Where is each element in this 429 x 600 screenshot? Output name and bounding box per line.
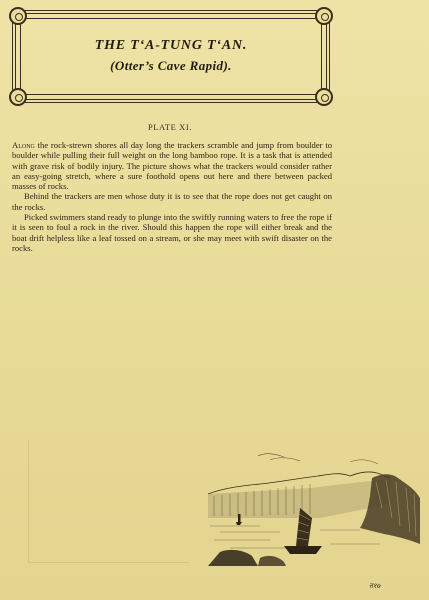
page-title [12,37,330,75]
title-frame [12,10,330,103]
plate-label: PLATE XI. [147,122,193,132]
paragraph [12,140,332,191]
corner-ornament-icon [9,7,27,25]
title-subtitle: (Otter’s Cave Rapid). [110,58,232,73]
paragraph: Picked swimmers stand ready to plunge into the swiftly running waters to free the rope if it is seen to foul a rock in the river. Should this happen the rope will either break and the boat drift helpless like a leaf tossed on a stream, or she may meet with swift disaster on the rocks. [12,212,332,253]
corner-ornament-icon [315,7,333,25]
corner-ornament-icon [9,88,27,106]
title-main: THE T‘A-TUNG T‘AN. [94,38,248,53]
paragraph-lead: Along [12,140,35,150]
paragraph: Behind the trackers are men whose duty it is to see that the rope does not get caught on the rocks. [12,191,332,212]
artist-signature: ऩ१७ [369,582,381,590]
junk-on-river-sketch-icon [200,448,422,566]
body-text [12,140,332,253]
page-fold-shadow [28,440,189,563]
paragraph-rest: the rock-strewn shores all day long the trackers scramble and jump from boulder to boulder while pulling their full weight on the long bamboo rope. It is a task that is attended with grave risk of bodily injury. The picture shows what the trackers would consider rather an easy-going stretch, where a sure foothold opens out here and there between packed masses of rocks. [12,140,332,192]
corner-ornament-icon [315,88,333,106]
